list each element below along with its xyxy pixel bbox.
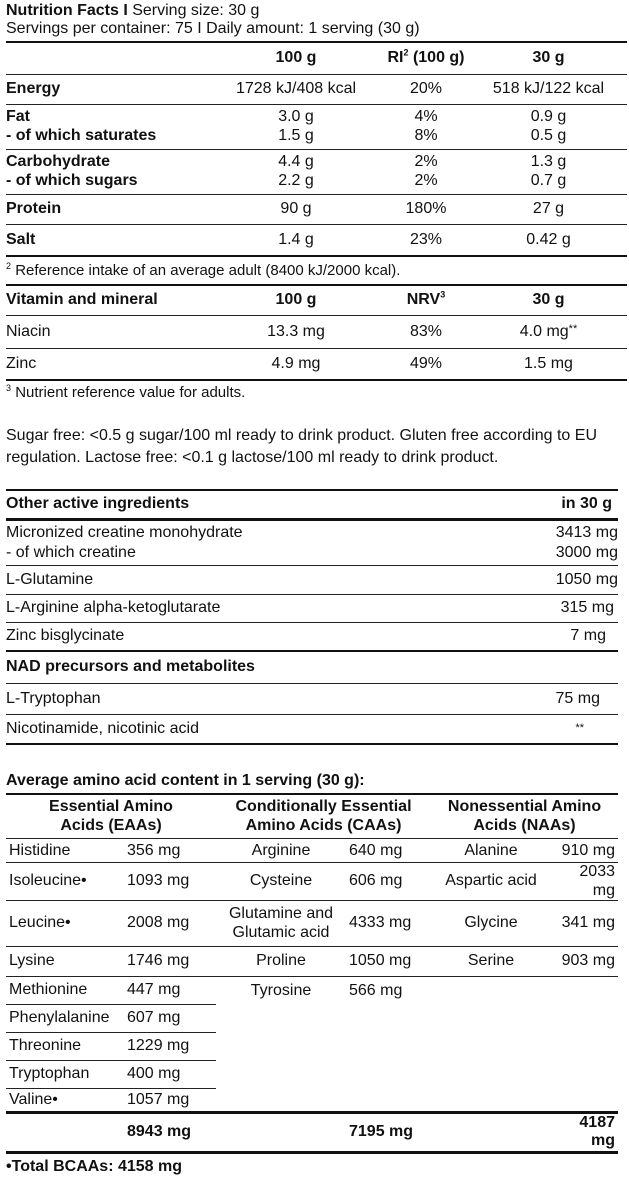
servings-per-container: Servings per container: 75 I Daily amount: 1 serving (30 g)	[6, 20, 420, 38]
table-row: Lysine 1746 mg Proline 1050 mg Serine 903 mg	[6, 947, 618, 977]
nad-row: L-Tryptophan 75 mg	[6, 684, 618, 715]
active-row: L-Glutamine 1050 mg	[6, 566, 618, 595]
nutrition-row-energy: Energy 1728 kJ/408 kcal 20% 518 kJ/122 kcal	[6, 75, 627, 105]
nutrition-facts-title: Nutrition Facts I	[6, 2, 128, 19]
nutrition-table-header	[6, 43, 627, 75]
amino-table-header	[6, 795, 618, 839]
vitamin-row-niacin: Niacin 13.3 mg 83% 4.0 mg**	[6, 316, 627, 349]
bcaa-total-note: •Total BCAAs: 4158 mg	[6, 1157, 183, 1175]
totals-row	[6, 1113, 618, 1153]
naa-total: 4187 mg	[579, 1114, 615, 1150]
amino-acid-table	[6, 795, 618, 1154]
nutrition-row-fat: Fat 3.0 g 4% 0.9 g	[6, 108, 567, 126]
serving-header	[6, 2, 627, 39]
naa-header: Nonessential Amino Acids (NAAs)	[431, 795, 618, 839]
amino-acid-section	[6, 769, 627, 1180]
eaa-total: 8943 mg	[127, 1123, 192, 1141]
table-row: Isoleucine• 1093 mg Cysteine 606 mg Aspartic acid 2033 mg	[6, 863, 618, 901]
nutrition-group-fat	[6, 105, 627, 150]
creatine-group	[6, 521, 618, 566]
table-row: Phenylalanine 607 mg	[6, 1005, 618, 1033]
free-from-statement: Sugar free: <0.5 g sugar/100 ml ready to drink product. Gluten free according to EU regulation. Lactose free: <0.1 g lactose/100 ml ready to drink product.	[6, 426, 597, 466]
amino-acid-title: Average amino acid content in 1 serving (30 g):	[6, 769, 618, 795]
active-row: L-Arginine alpha-ketoglutarate 315 mg	[6, 595, 618, 623]
serving-size: Serving size: 30 g	[127, 2, 260, 19]
table-row: Leucine• 2008 mg Glutamine and Glutamic acid 4333 mg Glycine 341 mg	[6, 901, 618, 947]
nutrition-table	[6, 41, 627, 286]
nutrition-row-carbohydrate: Carbohydrate 4.4 g 2% 1.3 g	[6, 153, 567, 171]
active-ingredients-table	[6, 489, 618, 745]
nrv-footnote: $^3$ Nutrient reference value for adults.	[6, 382, 246, 401]
nutrition-row-sugars: - of which sugars 2.2 g 2% 0.7 g	[6, 172, 567, 190]
nad-row: Nicotinamide, nicotinic acid **	[6, 715, 618, 745]
table-row: Valine• 1057 mg	[6, 1089, 618, 1113]
active-row: Micronized creatine monohydrate 3413 mg	[6, 523, 618, 541]
caa-header: Conditionally Essential Amino Acids (CAAs)	[216, 795, 431, 839]
eaa-header: Essential Amino Acids (EAAs)	[6, 795, 216, 839]
col-100g: 100 g	[275, 49, 317, 67]
nutrition-row-salt: Salt 1.4 g 23% 0.42 g	[6, 225, 627, 257]
table-row: Methionine 447 mg Tyrosine 566 mg	[6, 977, 618, 1005]
nutrition-label	[6, 0, 627, 1180]
active-ingredients-header: Other active ingredients in 30 g	[6, 491, 618, 521]
col-30g: 30 g	[532, 49, 565, 67]
col-ri: $RI^2$ (100 g)	[387, 47, 465, 67]
table-row: Threonine 1229 mg	[6, 1033, 618, 1061]
nutrition-row-protein: Protein 90 g 180% 27 g	[6, 195, 627, 225]
nutrition-row-saturates: - of which saturates 1.5 g 8% 0.5 g	[6, 127, 567, 145]
active-row: - of which creatine 3000 mg	[6, 543, 618, 561]
vitamin-table-header: Vitamin and mineral 100 g NRV$^3$ 30 g	[6, 286, 627, 316]
nutrition-group-carbohydrate	[6, 150, 627, 195]
table-row: Tryptophan 400 mg	[6, 1061, 618, 1089]
vitamin-table	[6, 286, 627, 405]
table-row: Histidine 356 mg Arginine 640 mg Alanine 910 mg	[6, 839, 618, 863]
vitamin-row-zinc: Zinc 4.9 mg 49% 1.5 mg	[6, 349, 627, 381]
ri-footnote: $^2$ Reference intake of an average adult (8400 kJ/2000 kcal).	[6, 257, 627, 286]
nad-header: NAD precursors and metabolites	[6, 652, 618, 684]
caa-total: 7195 mg	[349, 1123, 414, 1141]
active-row: Zinc bisglycinate 7 mg	[6, 623, 618, 652]
